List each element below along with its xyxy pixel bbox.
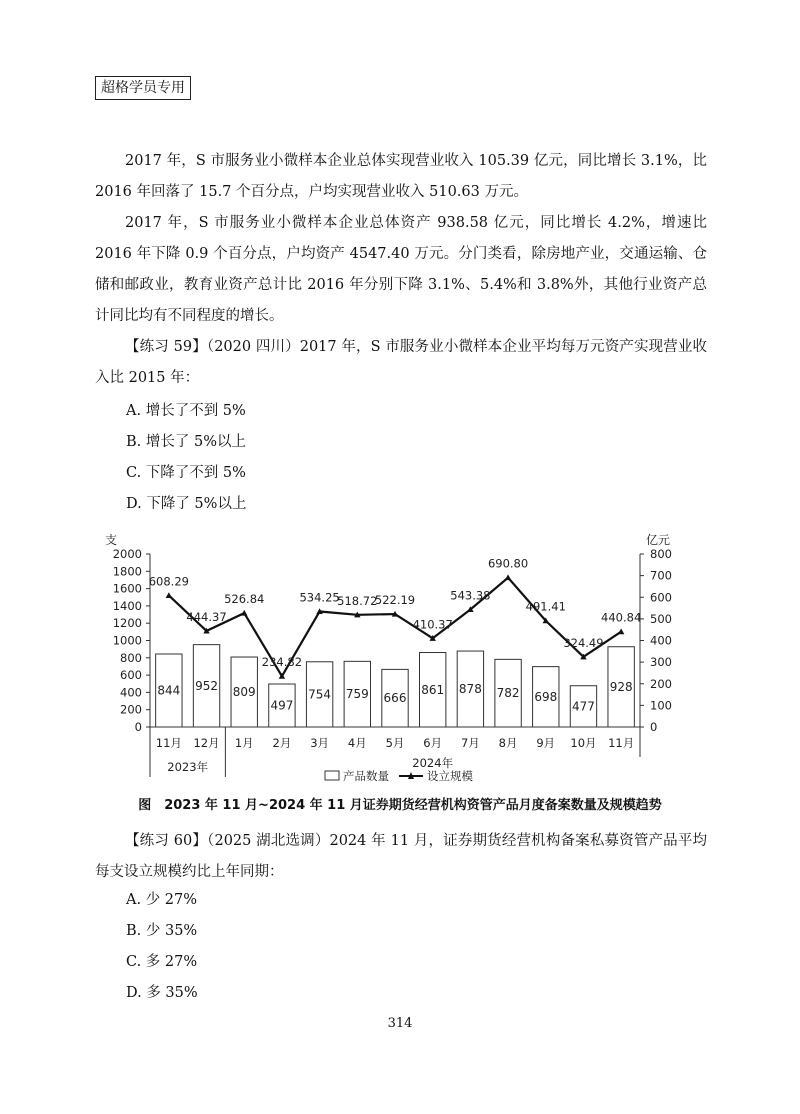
q60-option-a[interactable]: A. 少 27% [126,892,198,908]
right-tick-label: 0 [650,720,658,734]
question-60: 【练习 60】（2025 湖北选调）2024 年 11 月，证券期货经营机构备案私募资管产品平均每支设立规模约比上年同期： [95,833,707,880]
line-label-7: 410.37 [412,617,453,632]
bar-label-2: 809 [232,685,256,700]
q59-option-c[interactable]: C. 下降了不到 5% [126,465,246,481]
left-tick-label: 1000 [112,633,142,648]
bar-label-0: 844 [157,683,181,698]
line-label-11: 324.49 [563,635,604,650]
legend-bar-label: 产品数量 [343,769,389,783]
left-tick-label: 400 [120,685,142,700]
right-tick-label: 600 [650,590,672,605]
chart-caption: 图 2023 年 11 月~2024 年 11 月证券期货经营机构资管产品月度备案数量及规模趋势 [138,798,662,813]
left-tick-label: 200 [120,702,142,717]
x-tick-label-5: 4月 [347,736,367,750]
q60-option-c[interactable]: C. 多 27% [126,954,198,970]
right-tick-label: 100 [650,698,672,713]
x-tick-label-12: 11月 [608,736,635,750]
combo-chart [95,528,705,790]
left-tick-label: 800 [120,650,142,665]
line-point-12 [618,628,624,634]
bar-label-4: 754 [308,687,332,702]
question-59: 【练习 59】（2020 四川）2017 年，S 市服务业小微样本企业平均每万元资产实现营业收入比 2015 年： [95,339,707,386]
q60-option-d[interactable]: D. 多 35% [126,985,198,1001]
legend-line-label: 设立规模 [427,769,473,783]
x-tick-label-2: 1月 [234,736,254,750]
q59-option-b[interactable]: B. 增长了 5%以上 [126,434,246,450]
x-tick-label-6: 5月 [385,736,405,750]
line-label-3: 234.82 [261,655,303,670]
bar-label-1: 952 [195,678,218,693]
line-label-5: 518.72 [337,593,378,608]
x-tick-label-10: 9月 [536,736,556,750]
bar-label-10: 698 [534,689,558,704]
left-tick-label: 1200 [112,616,142,631]
line-label-2: 526.84 [224,592,265,607]
page-number: 314 [387,1016,413,1031]
legend-bar-swatch [325,771,339,780]
paragraph-revenue: 2017 年，S 市服务业小微样本企业总体实现营业收入 105.39 亿元，同比增长 3.1%，比 2016 年回落了 15.7 个百分点，户均实现营业收入 510.63 万元。 [95,153,707,200]
line-label-12: 440.84 [601,610,642,625]
bar-label-8: 878 [458,682,482,697]
line-point-9 [505,574,511,580]
x-tick-label-8: 7月 [460,736,480,750]
x-tick-label-11: 10月 [570,736,597,750]
paragraph-assets: 2017 年，S 市服务业小微样本企业总体资产 938.58 亿元，同比增长 4.2%，增速比 2016 年下降 0.9 个百分点，户均资产 4547.40 万元。分门类看，除房地产业，交通运输、仓储和邮政业，教育业资产总计比 2016 年分别下降 3.1%、5.4%和 3.8%外，其他行业资产总计同比均有不同程度的增长。 [95,215,707,324]
x-tick-label-4: 3月 [310,736,330,750]
x-tick-label-0: 11月 [155,736,182,750]
bar-label-11: 477 [572,699,595,714]
x-tick-label-7: 6月 [423,736,443,750]
line-point-2 [241,610,247,616]
q60-option-b[interactable]: B. 少 35% [126,923,198,939]
q59-option-d[interactable]: D. 下降了 5%以上 [126,496,247,512]
left-tick-label: 2000 [112,547,142,561]
member-badge: 超格学员专用 [95,76,191,100]
left-tick-label: 1400 [112,598,142,613]
q59-option-a[interactable]: A. 增长了不到 5% [126,403,246,419]
x-tick-label-9: 8月 [498,736,518,750]
left-tick-label: 1600 [112,581,142,596]
line-label-0: 608.29 [148,574,189,589]
bar-label-5: 759 [345,687,369,702]
left-tick-label: 600 [120,668,142,683]
right-tick-label: 200 [650,676,672,691]
right-tick-label: 700 [650,568,672,583]
year-label-2024: 2024年 [412,756,454,770]
year-label-2023: 2023年 [167,760,209,774]
right-tick-label: 400 [650,633,672,648]
right-tick-label: 500 [650,611,672,626]
line-label-8: 543.38 [450,588,491,603]
bar-label-7: 861 [421,682,445,697]
x-tick-label-3: 2月 [272,736,292,750]
line-label-1: 444.37 [186,609,227,624]
line-label-6: 522.19 [374,593,416,608]
x-tick-label-1: 12月 [193,736,220,750]
line-point-0 [166,592,172,598]
line-label-4: 534.25 [299,590,340,605]
bar-label-6: 666 [383,691,407,706]
right-tick-label: 300 [650,655,672,670]
left-tick-label: 1800 [112,564,142,579]
bar-label-9: 782 [496,686,520,701]
left-axis-unit: 支 [105,533,118,547]
right-axis-unit: 亿元 [646,533,671,547]
bar-label-3: 497 [270,698,294,713]
right-tick-label: 800 [650,547,672,561]
line-label-10: 491.41 [525,599,566,614]
line-label-9: 690.80 [487,556,529,571]
left-tick-label: 0 [134,720,142,734]
bar-label-12: 928 [609,679,633,694]
